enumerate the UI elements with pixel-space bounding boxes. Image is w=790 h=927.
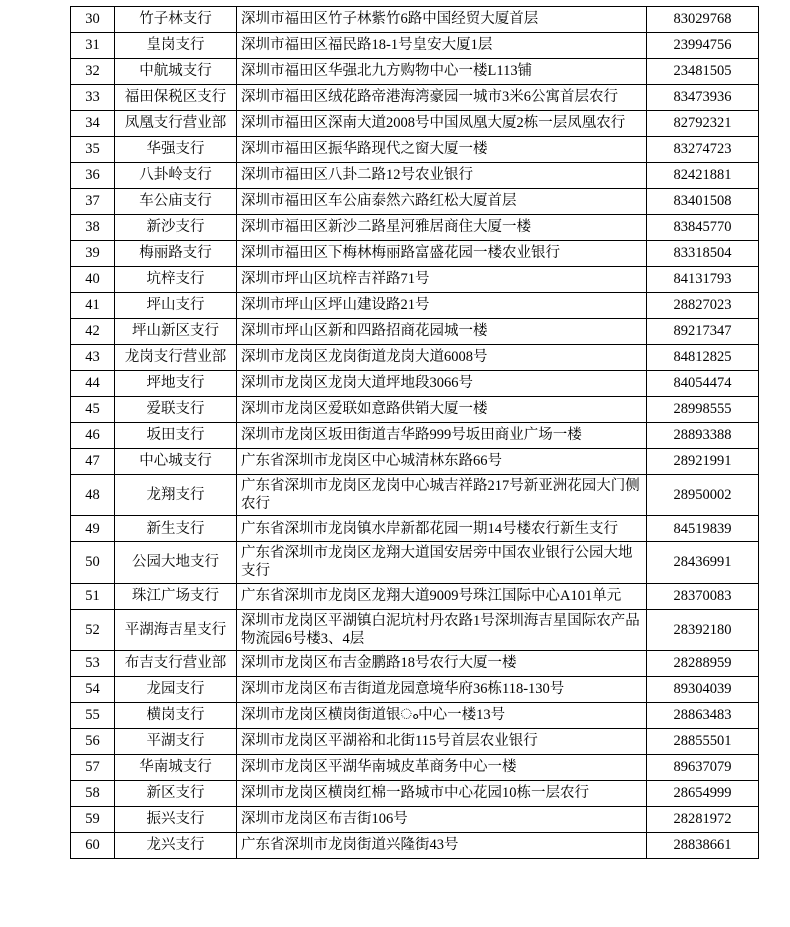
branch-address: 深圳市福田区车公庙泰然六路红松大厦首层 bbox=[237, 189, 647, 215]
branch-telephone: 28370083 bbox=[647, 583, 759, 609]
branch-telephone: 28998555 bbox=[647, 397, 759, 423]
branch-address: 广东省深圳市龙岗镇水岸新都花园一期14号楼农行新生支行 bbox=[237, 516, 647, 542]
branch-address: 深圳市龙岗区龙岗大道坪地段3066号 bbox=[237, 371, 647, 397]
branch-telephone: 83473936 bbox=[647, 85, 759, 111]
row-number: 57 bbox=[71, 754, 115, 780]
branch-telephone: 83029768 bbox=[647, 7, 759, 33]
branch-name: 坪地支行 bbox=[115, 371, 237, 397]
branch-name: 中心城支行 bbox=[115, 449, 237, 475]
branch-name: 振兴支行 bbox=[115, 806, 237, 832]
row-number: 44 bbox=[71, 371, 115, 397]
branch-address: 深圳市龙岗区平湖裕和北街115号首层农业银行 bbox=[237, 728, 647, 754]
table-row bbox=[71, 293, 759, 319]
branch-address: 深圳市龙岗区坂田街道吉华路999号坂田商业广场一楼 bbox=[237, 423, 647, 449]
branch-address: 深圳市龙岗区布吉街道龙园意境华府36栋118-130号 bbox=[237, 676, 647, 702]
row-number: 53 bbox=[71, 650, 115, 676]
table-row bbox=[71, 163, 759, 189]
branch-name: 华南城支行 bbox=[115, 754, 237, 780]
branch-name: 皇岗支行 bbox=[115, 33, 237, 59]
branch-name: 平湖海吉星支行 bbox=[115, 609, 237, 650]
branch-telephone: 28288959 bbox=[647, 650, 759, 676]
row-number: 35 bbox=[71, 137, 115, 163]
table-row bbox=[71, 650, 759, 676]
branch-address: 深圳市福田区八卦二路12号农业银行 bbox=[237, 163, 647, 189]
branch-name: 凤凰支行营业部 bbox=[115, 111, 237, 137]
branch-address: 深圳市龙岗区横岗红棉一路城市中心花园10栋一层农行 bbox=[237, 780, 647, 806]
branch-address: 深圳市福田区华强北九方购物中心一楼L113铺 bbox=[237, 59, 647, 85]
branch-telephone: 82792321 bbox=[647, 111, 759, 137]
table-row bbox=[71, 371, 759, 397]
branch-telephone: 28838661 bbox=[647, 832, 759, 858]
branch-name: 车公庙支行 bbox=[115, 189, 237, 215]
branch-telephone: 28281972 bbox=[647, 806, 759, 832]
row-number: 36 bbox=[71, 163, 115, 189]
branch-telephone: 28392180 bbox=[647, 609, 759, 650]
branch-name: 布吉支行营业部 bbox=[115, 650, 237, 676]
branch-address: 广东省深圳市龙岗区龙翔大道9009号珠江国际中心A101单元 bbox=[237, 583, 647, 609]
branch-telephone: 83318504 bbox=[647, 241, 759, 267]
branch-name: 爱联支行 bbox=[115, 397, 237, 423]
table-row bbox=[71, 137, 759, 163]
branch-name: 公园大地支行 bbox=[115, 542, 237, 583]
table-row bbox=[71, 111, 759, 137]
branch-name: 福田保税区支行 bbox=[115, 85, 237, 111]
branch-address: 深圳市龙岗区横岗街道银ം中心一楼13号 bbox=[237, 702, 647, 728]
table-body bbox=[71, 7, 759, 859]
row-number: 43 bbox=[71, 345, 115, 371]
branch-name: 中航城支行 bbox=[115, 59, 237, 85]
row-number: 33 bbox=[71, 85, 115, 111]
branch-telephone: 28921991 bbox=[647, 449, 759, 475]
table-row bbox=[71, 609, 759, 650]
branch-name: 新沙支行 bbox=[115, 215, 237, 241]
branch-address: 广东省深圳市龙岗区龙翔大道国安居旁中国农业银行公园大地支行 bbox=[237, 542, 647, 583]
table-row bbox=[71, 542, 759, 583]
branch-address: 深圳市龙岗区龙岗街道龙岗大道6008号 bbox=[237, 345, 647, 371]
branch-address: 深圳市福田区绒花路帝港海湾豪园一城市3米6公寓首层农行 bbox=[237, 85, 647, 111]
branch-telephone: 28893388 bbox=[647, 423, 759, 449]
table-row bbox=[71, 319, 759, 345]
branch-telephone: 82421881 bbox=[647, 163, 759, 189]
branch-name: 新生支行 bbox=[115, 516, 237, 542]
branch-name: 梅丽路支行 bbox=[115, 241, 237, 267]
row-number: 30 bbox=[71, 7, 115, 33]
branch-telephone: 89217347 bbox=[647, 319, 759, 345]
row-number: 52 bbox=[71, 609, 115, 650]
branch-name: 坂田支行 bbox=[115, 423, 237, 449]
table-row bbox=[71, 59, 759, 85]
branch-address: 深圳市坪山区坪山建设路21号 bbox=[237, 293, 647, 319]
table-row bbox=[71, 702, 759, 728]
branch-telephone: 23994756 bbox=[647, 33, 759, 59]
branch-telephone: 28827023 bbox=[647, 293, 759, 319]
row-number: 56 bbox=[71, 728, 115, 754]
branch-telephone: 84131793 bbox=[647, 267, 759, 293]
branch-telephone: 84812825 bbox=[647, 345, 759, 371]
branch-address: 深圳市福田区振华路现代之窗大厦一楼 bbox=[237, 137, 647, 163]
row-number: 49 bbox=[71, 516, 115, 542]
row-number: 41 bbox=[71, 293, 115, 319]
row-number: 45 bbox=[71, 397, 115, 423]
row-number: 31 bbox=[71, 33, 115, 59]
row-number: 39 bbox=[71, 241, 115, 267]
table-row bbox=[71, 449, 759, 475]
branch-address: 深圳市福田区深南大道2008号中国凤凰大厦2栋一层凤凰农行 bbox=[237, 111, 647, 137]
branch-telephone: 84054474 bbox=[647, 371, 759, 397]
branch-telephone: 28950002 bbox=[647, 475, 759, 516]
branch-telephone: 28654999 bbox=[647, 780, 759, 806]
row-number: 54 bbox=[71, 676, 115, 702]
branch-address: 深圳市龙岗区平湖华南城皮革商务中心一楼 bbox=[237, 754, 647, 780]
branch-address: 深圳市坪山区新和四路招商花园城一楼 bbox=[237, 319, 647, 345]
row-number: 40 bbox=[71, 267, 115, 293]
row-number: 60 bbox=[71, 832, 115, 858]
branch-address: 深圳市龙岗区布吉街106号 bbox=[237, 806, 647, 832]
row-number: 48 bbox=[71, 475, 115, 516]
branch-telephone: 23481505 bbox=[647, 59, 759, 85]
branch-telephone: 28863483 bbox=[647, 702, 759, 728]
branch-name: 龙兴支行 bbox=[115, 832, 237, 858]
row-number: 42 bbox=[71, 319, 115, 345]
branch-telephone: 89637079 bbox=[647, 754, 759, 780]
branch-address: 广东省深圳市龙岗区中心城清林东路66号 bbox=[237, 449, 647, 475]
row-number: 51 bbox=[71, 583, 115, 609]
branch-address: 深圳市福田区新沙二路星河雅居商住大厦一楼 bbox=[237, 215, 647, 241]
table-row bbox=[71, 85, 759, 111]
branch-telephone: 28436991 bbox=[647, 542, 759, 583]
table-row bbox=[71, 423, 759, 449]
table-row bbox=[71, 676, 759, 702]
branch-name: 横岗支行 bbox=[115, 702, 237, 728]
branch-telephone: 28855501 bbox=[647, 728, 759, 754]
table-row bbox=[71, 33, 759, 59]
table-row bbox=[71, 397, 759, 423]
branch-address: 深圳市龙岗区布吉金鹏路18号农行大厦一楼 bbox=[237, 650, 647, 676]
table-row bbox=[71, 475, 759, 516]
row-number: 59 bbox=[71, 806, 115, 832]
branch-name: 龙翔支行 bbox=[115, 475, 237, 516]
table-row bbox=[71, 516, 759, 542]
branch-telephone: 84519839 bbox=[647, 516, 759, 542]
table-row bbox=[71, 267, 759, 293]
branch-telephone: 83845770 bbox=[647, 215, 759, 241]
branch-address: 深圳市福田区福民路18-1号皇安大厦1层 bbox=[237, 33, 647, 59]
row-number: 47 bbox=[71, 449, 115, 475]
branch-table bbox=[70, 6, 759, 859]
branch-name: 坪山新区支行 bbox=[115, 319, 237, 345]
table-row bbox=[71, 189, 759, 215]
table-row bbox=[71, 754, 759, 780]
branch-address: 深圳市福田区下梅林梅丽路富盛花园一楼农业银行 bbox=[237, 241, 647, 267]
branch-telephone: 83401508 bbox=[647, 189, 759, 215]
row-number: 38 bbox=[71, 215, 115, 241]
branch-telephone: 89304039 bbox=[647, 676, 759, 702]
table-row bbox=[71, 345, 759, 371]
branch-name: 坑梓支行 bbox=[115, 267, 237, 293]
branch-telephone: 83274723 bbox=[647, 137, 759, 163]
branch-address: 广东省深圳市龙岗街道兴隆街43号 bbox=[237, 832, 647, 858]
branch-name: 竹子林支行 bbox=[115, 7, 237, 33]
table-row bbox=[71, 583, 759, 609]
row-number: 46 bbox=[71, 423, 115, 449]
row-number: 37 bbox=[71, 189, 115, 215]
branch-name: 平湖支行 bbox=[115, 728, 237, 754]
row-number: 55 bbox=[71, 702, 115, 728]
row-number: 58 bbox=[71, 780, 115, 806]
branch-name: 坪山支行 bbox=[115, 293, 237, 319]
table-row bbox=[71, 215, 759, 241]
branch-name: 珠江广场支行 bbox=[115, 583, 237, 609]
row-number: 50 bbox=[71, 542, 115, 583]
table-row bbox=[71, 780, 759, 806]
branch-name: 八卦岭支行 bbox=[115, 163, 237, 189]
table-row bbox=[71, 806, 759, 832]
branch-name: 龙岗支行营业部 bbox=[115, 345, 237, 371]
table-row bbox=[71, 241, 759, 267]
table-row bbox=[71, 728, 759, 754]
branch-address: 深圳市福田区竹子林紫竹6路中国经贸大厦首层 bbox=[237, 7, 647, 33]
branch-name: 华强支行 bbox=[115, 137, 237, 163]
branch-name: 龙园支行 bbox=[115, 676, 237, 702]
row-number: 32 bbox=[71, 59, 115, 85]
table-row bbox=[71, 832, 759, 858]
branch-address: 深圳市坪山区坑梓吉祥路71号 bbox=[237, 267, 647, 293]
table-row bbox=[71, 7, 759, 33]
row-number: 34 bbox=[71, 111, 115, 137]
branch-address: 广东省深圳市龙岗区龙岗中心城吉祥路217号新亚洲花园大门侧农行 bbox=[237, 475, 647, 516]
branch-address: 深圳市龙岗区平湖镇白泥坑村丹农路1号深圳海吉星国际农产品物流园6号楼3、4层 bbox=[237, 609, 647, 650]
branch-address: 深圳市龙岗区爱联如意路供销大厦一楼 bbox=[237, 397, 647, 423]
branch-name: 新区支行 bbox=[115, 780, 237, 806]
